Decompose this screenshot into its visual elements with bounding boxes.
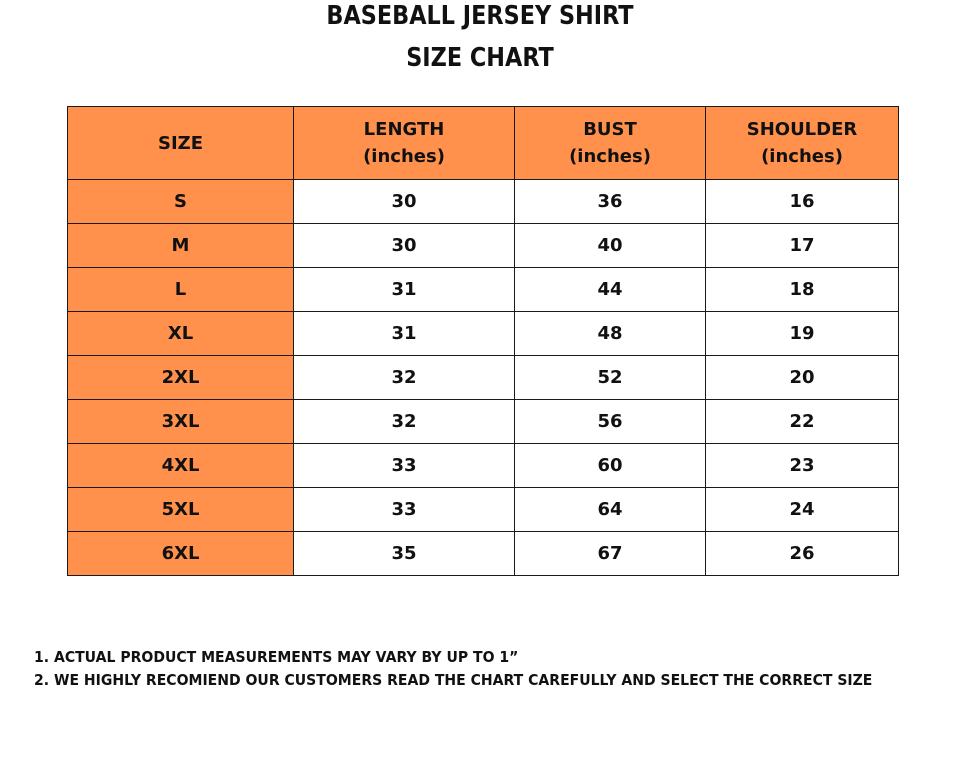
note-item: 2. WE HIGHLY RECOMIEND OUR CUSTOMERS READ THE CHART CAREFULLY AND SELECT THE CORRECT SIZE: [34, 671, 873, 689]
size-cell: M: [68, 224, 294, 268]
length-cell: 31: [294, 268, 515, 312]
header-shoulder: [706, 107, 899, 180]
shoulder-cell: 20: [706, 356, 899, 400]
shoulder-cell: 16: [706, 180, 899, 224]
bust-cell: 36: [515, 180, 706, 224]
header-unit: (inches): [761, 146, 843, 167]
size-chart-table: [67, 106, 899, 576]
bust-cell: 64: [515, 488, 706, 532]
length-cell: 30: [294, 180, 515, 224]
header-unit: (inches): [569, 146, 651, 167]
length-cell: 33: [294, 488, 515, 532]
header-size: [68, 107, 294, 180]
bust-cell: 52: [515, 356, 706, 400]
table-row: [68, 180, 899, 224]
size-cell: S: [68, 180, 294, 224]
table-row: [68, 444, 899, 488]
bust-cell: 44: [515, 268, 706, 312]
header-label: SIZE: [157, 132, 203, 154]
size-cell: 5XL: [68, 488, 294, 532]
table-row: [68, 488, 899, 532]
bust-cell: 56: [515, 400, 706, 444]
header-label: LENGTH: [363, 119, 445, 140]
header-label: BUST: [583, 119, 637, 140]
shoulder-cell: 19: [706, 312, 899, 356]
shoulder-cell: 18: [706, 268, 899, 312]
table-row: [68, 312, 899, 356]
bust-cell: 48: [515, 312, 706, 356]
header-length: [294, 107, 515, 180]
bust-cell: 67: [515, 532, 706, 576]
length-cell: 30: [294, 224, 515, 268]
size-cell: L: [68, 268, 294, 312]
table-row: [68, 400, 899, 444]
bust-cell: 40: [515, 224, 706, 268]
shoulder-cell: 26: [706, 532, 899, 576]
header-bust: [515, 107, 706, 180]
size-cell: 3XL: [68, 400, 294, 444]
page-subtitle: SIZE CHART: [406, 43, 554, 73]
size-cell: 4XL: [68, 444, 294, 488]
shoulder-cell: 17: [706, 224, 899, 268]
shoulder-cell: 23: [706, 444, 899, 488]
shoulder-cell: 22: [706, 400, 899, 444]
table-header-row: [68, 107, 899, 180]
length-cell: 33: [294, 444, 515, 488]
size-cell: XL: [68, 312, 294, 356]
notes-section: [34, 646, 931, 692]
size-cell: 6XL: [68, 532, 294, 576]
length-cell: 32: [294, 356, 515, 400]
table-row: [68, 268, 899, 312]
table-row: [68, 532, 899, 576]
bust-cell: 60: [515, 444, 706, 488]
note-item: 1. ACTUAL PRODUCT MEASUREMENTS MAY VARY BY UP TO 1”: [34, 648, 519, 666]
length-cell: 35: [294, 532, 515, 576]
shoulder-cell: 24: [706, 488, 899, 532]
size-cell: 2XL: [68, 356, 294, 400]
table-row: [68, 224, 899, 268]
header-label: SHOULDER: [746, 119, 858, 140]
header-unit: (inches): [363, 146, 445, 167]
length-cell: 31: [294, 312, 515, 356]
page-title: BASEBALL JERSEY SHIRT: [326, 1, 634, 31]
length-cell: 32: [294, 400, 515, 444]
table-row: [68, 356, 899, 400]
